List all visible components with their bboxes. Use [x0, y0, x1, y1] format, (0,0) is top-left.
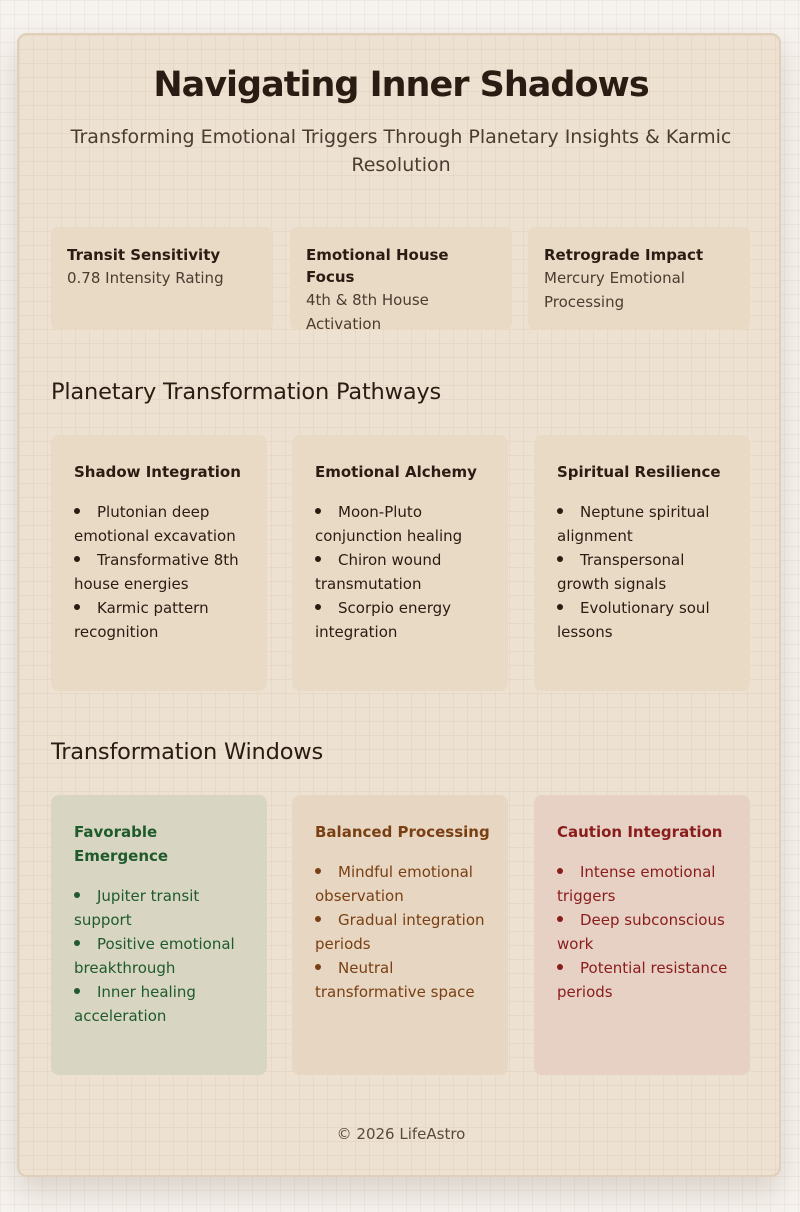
metric-value: 4th & 8th House Activation: [306, 291, 429, 333]
list-item: Inner healing acceleration: [74, 983, 196, 1025]
pathway-card-shadow-integration: [51, 435, 267, 691]
page-title: Navigating Inner Shadows: [153, 65, 649, 105]
pathways-section-title: Planetary Transformation Pathways: [51, 379, 442, 405]
list-item: Potential resistance periods: [557, 959, 728, 1001]
metric-label: Retrograde Impact: [544, 246, 704, 264]
metric-value: Mercury Emotional Processing: [544, 269, 685, 311]
list-item: Transformative 8th house energies: [74, 551, 239, 593]
list-item: Deep subconscious work: [557, 911, 725, 953]
list-item: Gradual integration periods: [315, 911, 485, 953]
pathway-card-heading: Emotional Alchemy: [315, 463, 477, 481]
list-item: Scorpio energy integration: [315, 599, 452, 641]
bullet-icon: [74, 988, 80, 994]
metric-value: 0.78 Intensity Rating: [67, 269, 224, 287]
bullet-icon: [557, 604, 563, 610]
bullet-icon: [315, 604, 321, 610]
list-item: Moon-Pluto conjunction healing: [315, 503, 463, 545]
pathway-card-spiritual-resilience: [534, 435, 750, 691]
pathway-card-heading: Shadow Integration: [74, 463, 241, 481]
bullet-icon: [557, 508, 563, 514]
list-item: Transpersonal growth signals: [557, 551, 685, 593]
bullet-icon: [315, 916, 321, 922]
list-item: Intense emotional triggers: [557, 863, 716, 905]
bullet-icon: [315, 964, 321, 970]
window-card-heading: Favorable Emergence: [74, 823, 169, 865]
bullet-icon: [315, 868, 321, 874]
bullet-icon: [74, 604, 80, 610]
list-item: Plutonian deep emotional excavation: [74, 503, 236, 545]
list-item: Positive emotional breakthrough: [74, 935, 235, 977]
windows-section-title: Transformation Windows: [51, 739, 323, 765]
metric-emotional-house-focus: [290, 227, 512, 333]
bullet-icon: [557, 916, 563, 922]
page-subtitle: Transforming Emotional Triggers Through Planetary Insights & Karmic Resolution: [70, 126, 732, 176]
bullet-icon: [557, 964, 563, 970]
bullet-icon: [74, 556, 80, 562]
bullet-icon: [74, 508, 80, 514]
footer-copyright: © 2026 LifeAstro: [336, 1125, 466, 1143]
pathway-card-heading: Spiritual Resilience: [557, 463, 721, 481]
bullet-icon: [315, 508, 321, 514]
window-card-favorable-emergence: [51, 795, 267, 1075]
list-item: Karmic pattern recognition: [74, 599, 209, 641]
bullet-icon: [74, 892, 80, 898]
metric-label: Transit Sensitivity: [67, 246, 221, 264]
metric-label: Emotional House Focus: [306, 246, 449, 286]
pathway-card-emotional-alchemy: [292, 435, 508, 691]
bullet-icon: [315, 556, 321, 562]
list-item: Jupiter transit support: [74, 887, 200, 929]
main-card: [17, 33, 781, 1177]
list-item: Mindful emotional observation: [315, 863, 473, 905]
list-item: Chiron wound transmutation: [315, 551, 442, 593]
bullet-icon: [557, 868, 563, 874]
window-card-heading: Caution Integration: [557, 823, 723, 841]
bullet-icon: [74, 940, 80, 946]
list-item: Neptune spiritual alignment: [557, 503, 710, 545]
window-card-balanced-processing: [292, 795, 508, 1075]
metric-transit-sensitivity: [51, 227, 273, 330]
bullet-icon: [557, 556, 563, 562]
window-card-heading: Balanced Processing: [315, 823, 490, 841]
metric-retrograde-impact: [528, 227, 750, 330]
list-item: Neutral transformative space: [315, 959, 475, 1001]
list-item: Evolutionary soul lessons: [557, 599, 710, 641]
window-card-caution-integration: [534, 795, 750, 1075]
